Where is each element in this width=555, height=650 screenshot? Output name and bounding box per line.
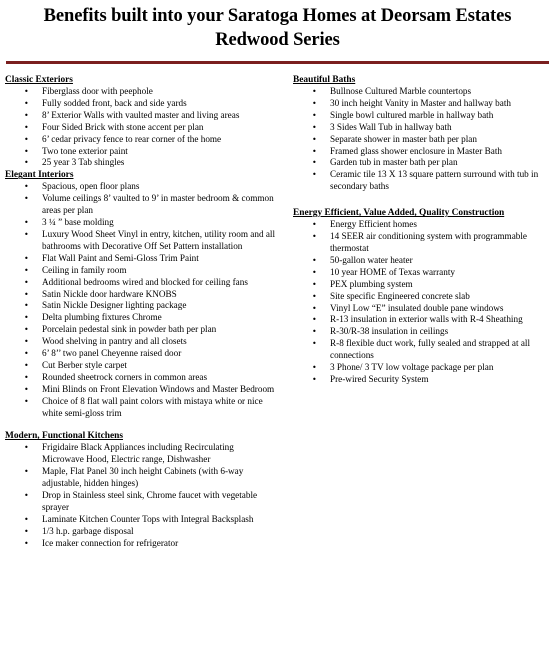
- bullet-list: [5, 86, 280, 169]
- list-item: • Mini Blinds on Front Elevation Windows and Master Bedroom: [5, 384, 280, 396]
- list-item: • Single bowl cultured marble in hallway bath: [293, 110, 551, 122]
- list-item: • Fiberglass door with peephole: [5, 86, 280, 98]
- section-heading: Classic Exteriors: [5, 75, 73, 85]
- list-item: • Energy Efficient homes: [293, 219, 551, 231]
- list-item: • 10 year HOME of Texas warranty: [293, 267, 551, 279]
- list-item: • Four Sided Brick with stone accent per plan: [5, 122, 280, 134]
- section-classic-exteriors: [5, 74, 280, 169]
- bullet-list: [5, 442, 280, 549]
- list-item: • Ceramic tile 13 X 13 square pattern surround with tub in secondary baths: [293, 169, 551, 193]
- list-item: • Satin Nickle door hardware KNOBS: [5, 289, 280, 301]
- list-item: • PEX plumbing system: [293, 279, 551, 291]
- section-heading: Elegant Interiors: [5, 170, 74, 181]
- list-item: • 3 Phone/ 3 TV low voltage package per plan: [293, 362, 551, 374]
- list-item: • 3 ¼ ” base molding: [5, 217, 280, 229]
- list-item: • Drop in Stainless steel sink, Chrome faucet with vegetable sprayer: [5, 490, 280, 514]
- section-modern-kitchens: [5, 430, 280, 549]
- title-line-2: Redwood Series: [215, 30, 340, 50]
- list-item: • Rounded sheetrock corners in common areas: [5, 372, 280, 384]
- list-item: • Separate shower in master bath per plan: [293, 134, 551, 146]
- list-item: • Luxury Wood Sheet Vinyl in entry, kitchen, utility room and all bathrooms with Decorative Off Set Pattern installation: [5, 229, 280, 253]
- list-item: • Two tone exterior paint: [5, 146, 280, 158]
- list-item: • Flat Wall Paint and Semi-Gloss Trim Paint: [5, 253, 280, 265]
- list-item: • Wood shelving in pantry and all closets: [5, 336, 280, 348]
- list-item: • Fully sodded front, back and side yards: [5, 98, 280, 110]
- document-title: [0, 4, 555, 52]
- section-elegant-interiors: [5, 169, 280, 419]
- section-heading: Energy Efficient, Value Added, Quality Construction: [293, 208, 505, 219]
- spacer: [293, 193, 551, 207]
- list-item: • Framed glass shower enclosure in Master Bath: [293, 146, 551, 158]
- list-item: • R-30/R-38 insulation in ceilings: [293, 326, 551, 338]
- list-item: • Ice maker connection for refrigerator: [5, 538, 280, 550]
- list-item: • 50-gallon water heater: [293, 255, 551, 267]
- section-heading: Beautiful Baths: [293, 75, 356, 85]
- list-item: • Garden tub in master bath per plan: [293, 157, 551, 169]
- list-item: • Choice of 8 flat wall paint colors with mistaya white or nice white semi-gloss trim: [5, 396, 280, 420]
- bullet-list: [5, 181, 280, 419]
- list-item: • Site specific Engineered concrete slab: [293, 291, 551, 303]
- list-item: • Bullnose Cultured Marble countertops: [293, 86, 551, 98]
- left-column: [5, 74, 280, 550]
- title-line-1: Benefits built into your Saratoga Homes at Deorsam Estates: [43, 6, 512, 26]
- list-item: • 14 SEER air conditioning system with programmable thermostat: [293, 231, 551, 255]
- list-item: • Cut Berber style carpet: [5, 360, 280, 372]
- list-item: • Laminate Kitchen Counter Tops with Integral Backsplash: [5, 514, 280, 526]
- list-item: • Frigidaire Black Appliances including Recirculating Microwave Hood, Electric range, Dishwasher: [5, 442, 280, 466]
- title-divider: [6, 61, 549, 64]
- list-item: • 8’ Exterior Walls with vaulted master and living areas: [5, 110, 280, 122]
- list-item: • 6’ 8’’ two panel Cheyenne raised door: [5, 348, 280, 360]
- list-item: • R-13 insulation in exterior walls with R-4 Sheathing: [293, 314, 551, 326]
- list-item: • Satin Nickle Designer lighting package: [5, 300, 280, 312]
- list-item: • Maple, Flat Panel 30 inch height Cabinets (with 6-way adjustable, hidden hinges): [5, 466, 280, 490]
- spacer: [5, 419, 280, 430]
- list-item: • 1/3 h.p. garbage disposal: [5, 526, 280, 538]
- list-item: • Pre-wired Security System: [293, 374, 551, 386]
- list-item: • 3 Sides Wall Tub in hallway bath: [293, 122, 551, 134]
- section-beautiful-baths: [293, 74, 551, 193]
- bullet-list: [293, 219, 551, 386]
- list-item: • Ceiling in family room: [5, 265, 280, 277]
- list-item: • Volume ceilings 8’ vaulted to 9’ in master bedroom & common areas per plan: [5, 193, 280, 217]
- section-heading: Modern, Functional Kitchens: [5, 431, 123, 442]
- list-item: • Porcelain pedestal sink in powder bath per plan: [5, 324, 280, 336]
- list-item: • Spacious, open floor plans: [5, 181, 280, 193]
- list-item: • Delta plumbing fixtures Chrome: [5, 312, 280, 324]
- right-column: [293, 74, 551, 386]
- list-item: • Additional bedrooms wired and blocked for ceiling fans: [5, 277, 280, 289]
- list-item: • 6’ cedar privacy fence to rear corner of the home: [5, 134, 280, 146]
- list-item: • 25 year 3 Tab shingles: [5, 157, 280, 169]
- list-item: • R-8 flexible duct work, fully sealed and strapped at all connections: [293, 338, 551, 362]
- list-item: • 30 inch height Vanity in Master and hallway bath: [293, 98, 551, 110]
- list-item: • Vinyl Low “E” insulated double pane windows: [293, 303, 551, 315]
- section-energy-efficient: [293, 207, 551, 386]
- bullet-list: [293, 86, 551, 193]
